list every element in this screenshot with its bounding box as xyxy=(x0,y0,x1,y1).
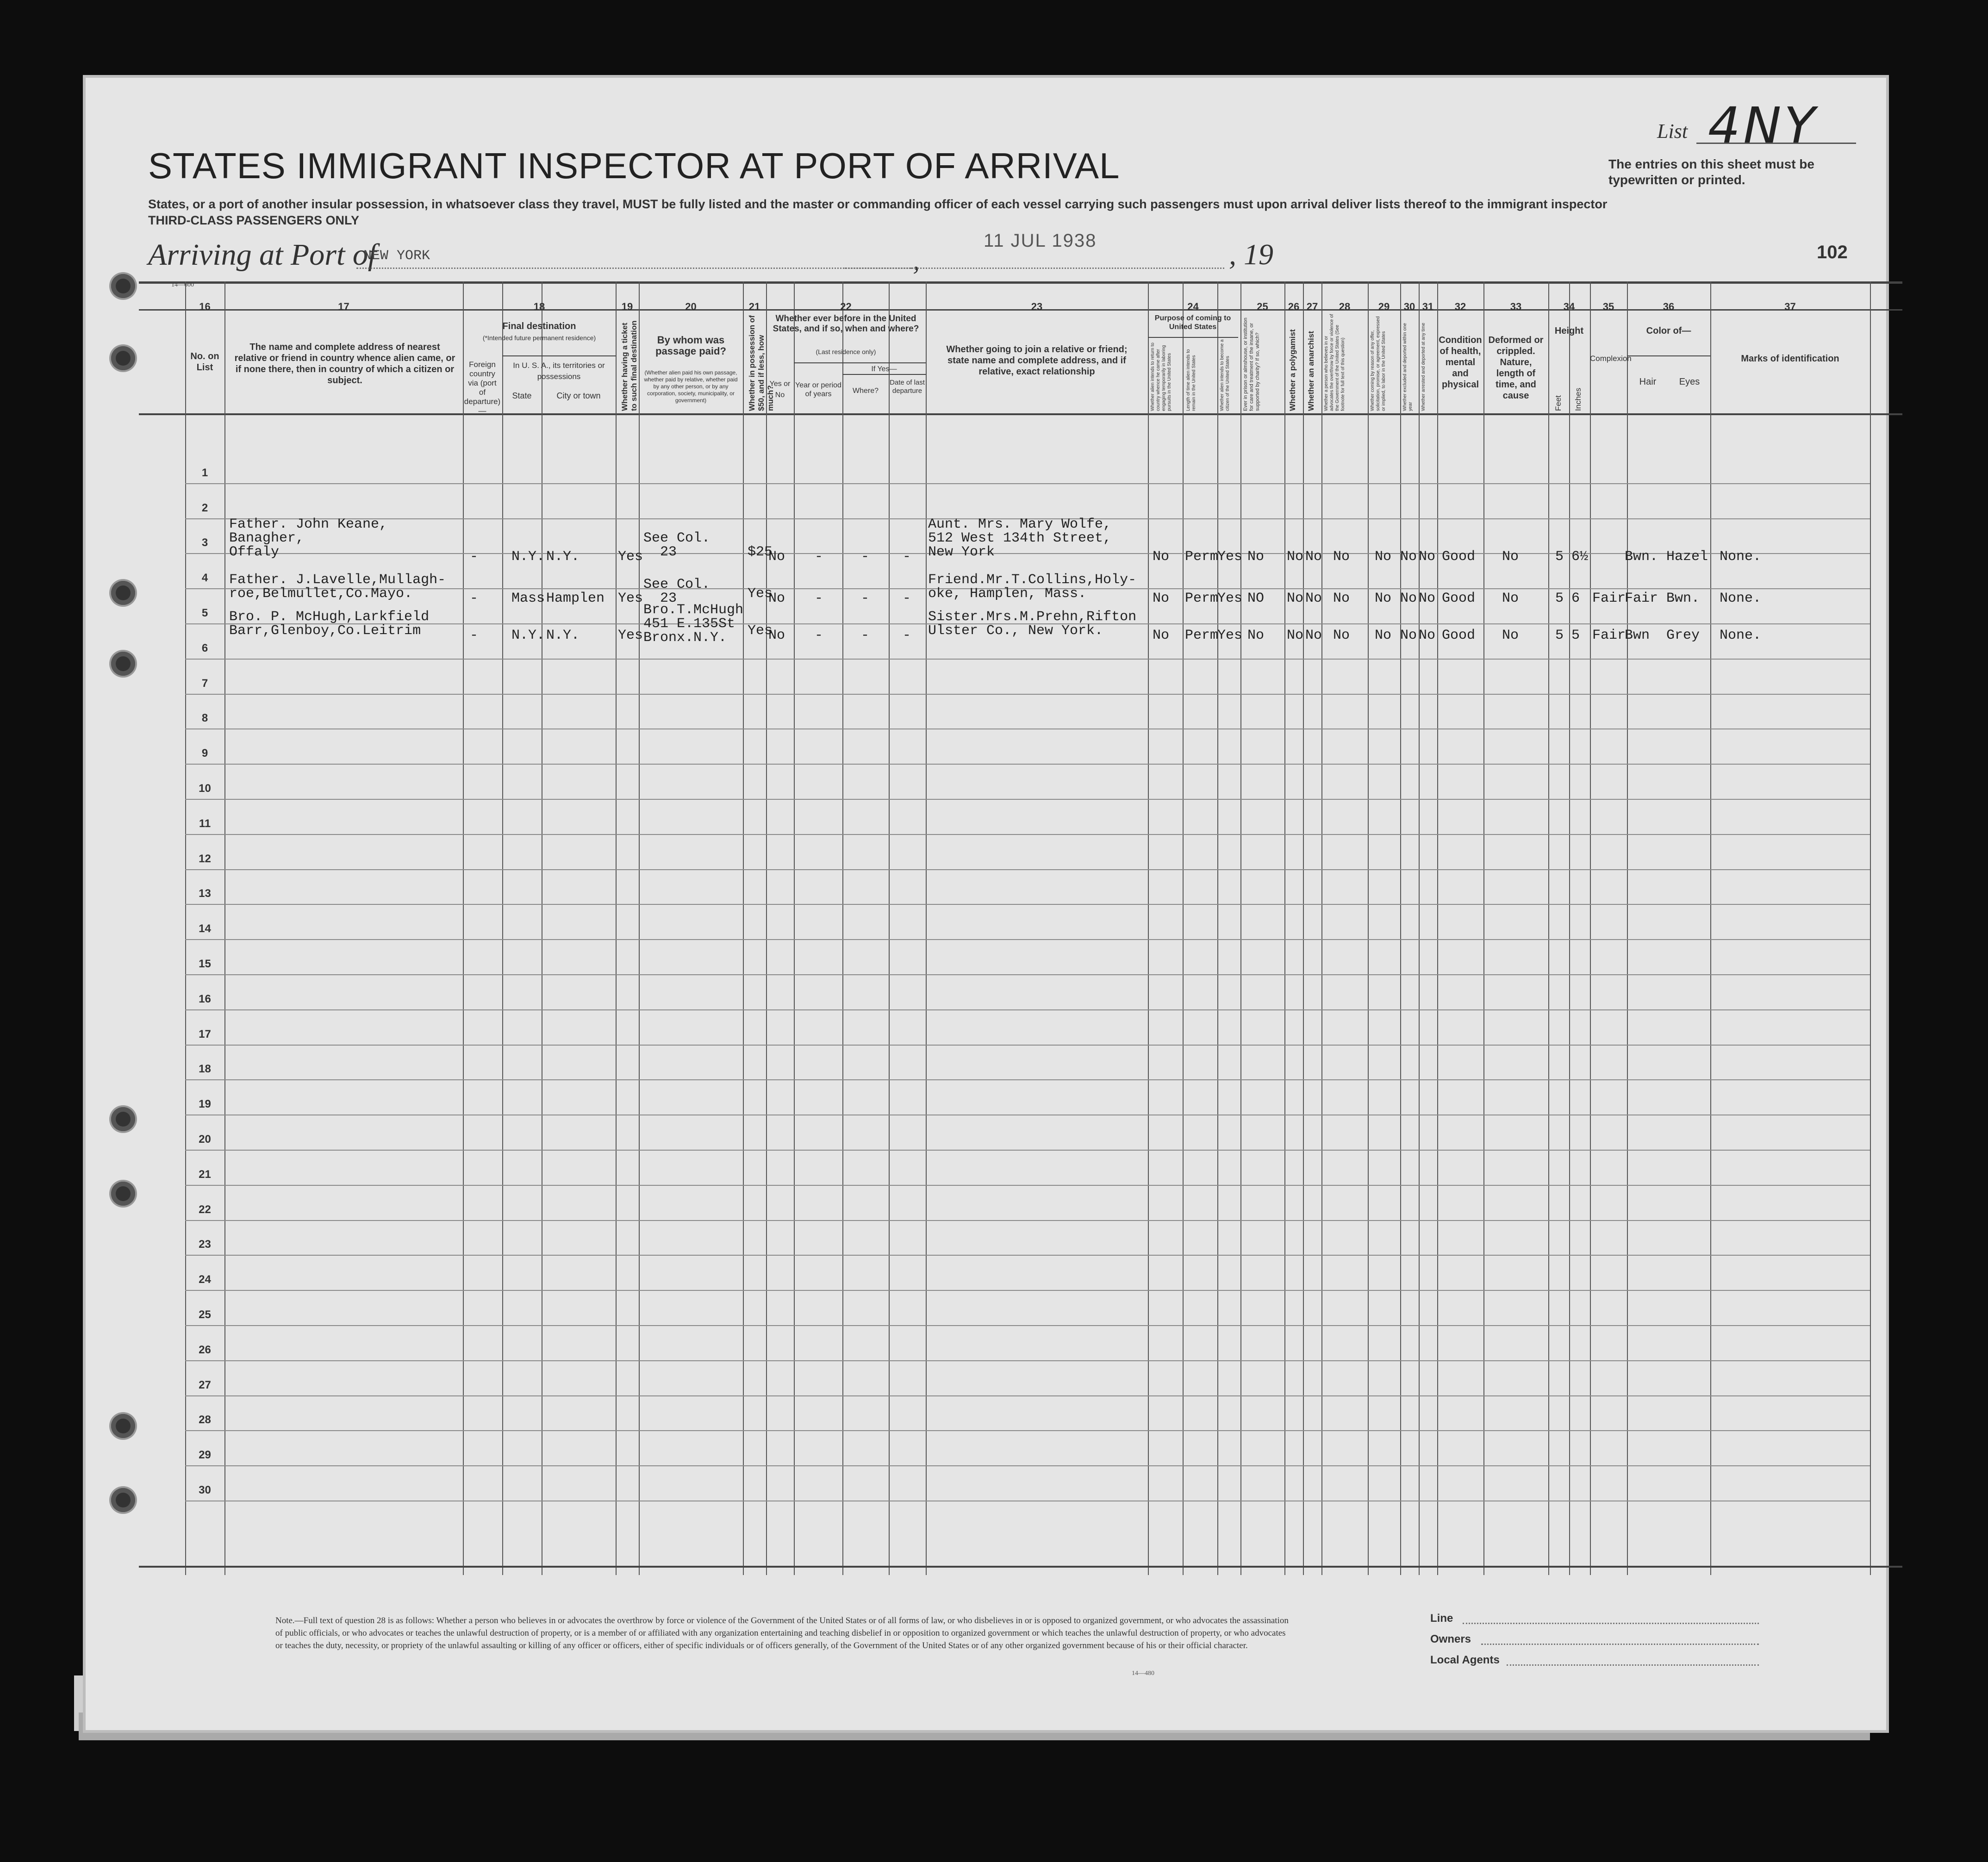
row-number: 18 xyxy=(199,1063,211,1076)
cell-city: N.Y. xyxy=(546,628,580,643)
colnum-26: 26 xyxy=(1288,301,1300,312)
colnum-21: 21 xyxy=(748,301,760,312)
cell-hair: Bwn xyxy=(1625,628,1650,643)
header-color-of: Color of— xyxy=(1646,326,1691,336)
binder-hole xyxy=(111,274,135,298)
row-number: 24 xyxy=(199,1273,211,1286)
arriving-label: Arriving at Port of xyxy=(148,238,377,272)
cell-marks: None. xyxy=(1720,549,1762,565)
header-deformed: Deformed or crippled. Nature, length of time, and cause xyxy=(1488,335,1544,401)
row-rule xyxy=(185,834,1870,835)
date-stamp: 11 JUL 1938 xyxy=(984,230,1097,251)
row-number: 20 xyxy=(199,1133,211,1146)
cell-marks: None. xyxy=(1720,591,1762,606)
cell-years: - xyxy=(815,591,823,606)
row-rule xyxy=(185,1150,1870,1151)
binder-hole xyxy=(111,652,135,676)
cell-health: Good xyxy=(1442,549,1476,565)
row-rule xyxy=(185,764,1870,765)
cell-ticket: Yes xyxy=(618,591,643,606)
row-rule xyxy=(185,694,1870,695)
header-height: Height xyxy=(1554,326,1584,336)
colnum-16: 16 xyxy=(199,301,211,312)
row-rule xyxy=(185,1360,1870,1361)
header-q29: Whether coming by reason of any offer, solicitation, promise, or agreement, expressed or implied, to labor in the United States xyxy=(1370,316,1386,411)
cell-c24a: No xyxy=(1153,591,1170,606)
list-label: List xyxy=(1657,120,1688,143)
cell-feet: 5 xyxy=(1555,591,1564,606)
cell-marks: None. xyxy=(1720,628,1762,643)
table-top-rule xyxy=(139,281,1902,284)
col-divider xyxy=(1483,281,1484,1575)
cell-join: Friend.Mr.T.Collins,Holy- oke, Hamplen, Mass. xyxy=(928,572,1137,602)
cell-c28: No xyxy=(1333,628,1350,643)
comma: , xyxy=(913,245,920,275)
colnum-17: 17 xyxy=(338,301,349,312)
cell-ticket: Yes xyxy=(618,549,643,565)
colnum-37: 37 xyxy=(1784,301,1796,312)
row-rule xyxy=(185,1079,1870,1080)
cell-c26: No xyxy=(1287,591,1304,606)
header-eyes: Eyes xyxy=(1679,377,1700,387)
col-divider xyxy=(1870,281,1871,1575)
colnum-32: 32 xyxy=(1454,301,1466,312)
header-complexion: Complexion xyxy=(1590,354,1632,363)
colnum-30: 30 xyxy=(1403,301,1415,312)
row-rule xyxy=(185,659,1870,660)
cell-c29: No xyxy=(1375,549,1392,565)
cell-c27: No xyxy=(1305,628,1322,643)
col-divider xyxy=(1303,281,1304,1575)
col-divider xyxy=(1148,281,1149,1575)
header-q28: Whether a person who believes in or advocates the overthrow by force or violence of the Government of the United States (See footnote for full text of this question) xyxy=(1324,314,1346,411)
col-divider xyxy=(794,281,795,1575)
typewritten-note: The entries on this sheet must be typewritten or printed. xyxy=(1608,157,1814,187)
col-divider xyxy=(842,281,843,1575)
cell-ticket: Yes xyxy=(618,628,643,643)
page-number: 102 xyxy=(1817,242,1848,262)
header-city: City or town xyxy=(556,391,601,400)
line-field xyxy=(1463,1623,1759,1624)
form-code: 14—600 xyxy=(171,281,194,288)
cell-state: N.Y. xyxy=(511,628,545,643)
row-number: 30 xyxy=(199,1484,211,1496)
col-divider xyxy=(502,281,503,1575)
port-value: NEW YORK xyxy=(363,248,430,264)
col-divider xyxy=(1400,281,1401,1575)
colnum-33: 33 xyxy=(1510,301,1522,312)
col-divider xyxy=(889,281,890,1575)
row-number: 5 xyxy=(201,607,208,619)
cell-years: - xyxy=(815,628,823,643)
cell-deformed: No xyxy=(1502,591,1519,606)
header-health: Condition of health, mental and physical xyxy=(1439,335,1482,390)
row-rule xyxy=(185,1290,1870,1291)
cell-fifty: Yes xyxy=(748,586,773,602)
header-no-on-list: No. on List xyxy=(190,351,219,373)
instruction-text: States, or a port of another insular possession, in whatsoever class they travel, MUST be fully listed and the master or commanding officer of each vessel carrying such passengers must upon arrival deliver lists thereof to the immigrant inspector xyxy=(148,197,1608,211)
colnum-31: 31 xyxy=(1422,301,1434,312)
col-divider xyxy=(1590,281,1591,1575)
cell-c24b: Perm xyxy=(1185,591,1219,606)
date-underline xyxy=(845,268,1224,269)
cell-c27: No xyxy=(1305,549,1322,565)
subhead-rule xyxy=(794,362,926,363)
col-divider xyxy=(1284,281,1285,1575)
cell-fifty: Yes xyxy=(748,623,773,639)
row-number: 10 xyxy=(199,782,211,795)
owners-field xyxy=(1481,1644,1759,1645)
colnum-28: 28 xyxy=(1339,301,1351,312)
header-nearest-relative: The name and complete address of nearest relative or friend in country whence alien came, or if none there, then in country of which a citizen or subject. xyxy=(234,342,455,386)
subhead-rule xyxy=(1148,337,1238,338)
cell-paid: See Col. 23 xyxy=(643,530,710,560)
cell-join: Aunt. Mrs. Mary Wolfe, 512 West 134th Street, New York xyxy=(928,517,1112,560)
col-divider xyxy=(766,281,767,1575)
header-join-relative: Whether going to join a relative or friend; state name and complete address, and if relative, exact relationship xyxy=(946,344,1128,377)
subhead-rule xyxy=(1627,355,1710,356)
binder-hole xyxy=(111,1488,135,1512)
cell-inches: 6½ xyxy=(1571,549,1589,565)
colnum-27: 27 xyxy=(1306,301,1318,312)
header-purpose-a: Whether alien intends to return to country whence he came after engaging temporarily in laboring pursuits in the United States xyxy=(1150,343,1172,411)
colnum-18: 18 xyxy=(533,301,545,312)
row-number: 13 xyxy=(199,887,211,900)
header-state: State xyxy=(512,391,532,400)
colnum-36: 36 xyxy=(1663,301,1675,312)
cell-relative: Bro. P. McHugh,Larkfield Barr,Glenboy,Co.Leitrim xyxy=(229,609,430,639)
cell-before: No xyxy=(768,591,785,606)
manifest-sheet xyxy=(86,78,1886,1730)
cell-complexion: Fair xyxy=(1592,591,1626,606)
col-divider xyxy=(1627,281,1628,1575)
header-before-in-us-sub: (Last residence only) xyxy=(816,348,876,355)
binder-hole xyxy=(111,1182,135,1206)
page-title: STATES IMMIGRANT INSPECTOR AT PORT OF ARRIVAL xyxy=(148,145,1120,186)
header-year-period: Year or period of years xyxy=(795,381,841,398)
cell-c30: No xyxy=(1400,628,1417,643)
cell-fifty: $25 xyxy=(748,544,773,560)
col-divider xyxy=(926,281,927,1575)
row-number: 4 xyxy=(201,572,208,585)
row-rule xyxy=(185,1465,1870,1466)
col-divider xyxy=(1321,281,1322,1575)
cell-where: - xyxy=(861,628,870,643)
colnum-35: 35 xyxy=(1602,301,1614,312)
header-polygamist: Whether a polygamist xyxy=(1288,329,1297,411)
cell-before: No xyxy=(768,549,785,565)
row-number: 25 xyxy=(199,1308,211,1321)
cell-c28: No xyxy=(1333,549,1350,565)
colnum-24: 24 xyxy=(1187,301,1199,312)
row-number: 16 xyxy=(199,992,211,1005)
col-divider xyxy=(639,281,640,1575)
cell-c27: No xyxy=(1305,591,1322,606)
binder-hole xyxy=(111,1107,135,1131)
cell-where: - xyxy=(861,591,870,606)
cell-c25: No xyxy=(1247,549,1265,565)
row-number: 12 xyxy=(199,852,211,865)
cell-complexion: Fair xyxy=(1592,628,1626,643)
header-bottom-rule xyxy=(139,413,1902,415)
cell-c30: No xyxy=(1400,591,1417,606)
col-divider xyxy=(616,281,617,1575)
colnum-29: 29 xyxy=(1378,301,1390,312)
list-handwritten-value: 4NY xyxy=(1708,96,1818,156)
header-prison: Ever in prison or almshouse, or institution for care and treatment of the insane, or supported by charity? If so, which? xyxy=(1243,318,1260,411)
col-divider xyxy=(1217,281,1218,1575)
cell-date: - xyxy=(903,549,911,565)
cell-deformed: No xyxy=(1502,549,1519,565)
colnum-34: 34 xyxy=(1563,301,1575,312)
row-rule xyxy=(185,1009,1870,1010)
cell-hair: Fair xyxy=(1625,591,1658,606)
cell-c24c: Yes xyxy=(1217,628,1243,643)
manifest-table xyxy=(139,281,1902,1575)
row-rule xyxy=(185,974,1870,975)
row-rule xyxy=(185,904,1870,905)
cell-eyes: Bwn. xyxy=(1666,591,1700,606)
header-yes-no: Yes or No xyxy=(769,380,791,399)
col-divider xyxy=(1183,281,1184,1575)
row-rule xyxy=(185,1430,1870,1431)
binder-hole xyxy=(111,346,135,370)
header-feet: Feet xyxy=(1554,395,1563,411)
cell-join: Sister.Mrs.M.Prehn,Rifton Ulster Co., New York. xyxy=(928,609,1137,639)
list-underline xyxy=(1696,143,1856,144)
cell-c24c: Yes xyxy=(1217,591,1243,606)
row-number: 14 xyxy=(199,922,211,935)
row-rule xyxy=(185,799,1870,800)
colnum-23: 23 xyxy=(1031,301,1043,312)
header-purpose: Purpose of coming to United States xyxy=(1154,314,1231,331)
row-rule xyxy=(185,869,1870,870)
line-label: Line xyxy=(1430,1612,1453,1625)
col-divider xyxy=(1710,281,1711,1575)
header-fifty-dollars: Whether in possession of $50, and if less, how much? xyxy=(748,315,775,411)
cell-where: - xyxy=(861,549,870,565)
cell-state: N.Y. xyxy=(511,549,545,565)
cell-city: Hamplen xyxy=(546,591,605,606)
header-q31: Whether arrested and deported at any time xyxy=(1421,323,1426,411)
cell-years: - xyxy=(815,549,823,565)
row-number: 15 xyxy=(199,958,211,970)
row-rule xyxy=(185,1255,1870,1256)
row-rule xyxy=(185,1395,1870,1396)
cell-deformed: No xyxy=(1502,628,1519,643)
cell-c24a: No xyxy=(1153,549,1170,565)
row-rule xyxy=(185,1220,1870,1221)
cell-paid: See Col. 23 xyxy=(643,577,710,606)
cell-c26: No xyxy=(1287,549,1304,565)
cell-c24b: Perm xyxy=(1185,549,1219,565)
header-in-usa: In U. S. A., its territories or possessions xyxy=(513,361,605,381)
row-number: 1 xyxy=(201,466,208,479)
row-number: 11 xyxy=(199,817,211,830)
cell-inches: 6 xyxy=(1571,591,1580,606)
row-rule xyxy=(185,1325,1870,1326)
header-purpose-c: Whether alien intends to become a citizen of the United States xyxy=(1220,339,1230,411)
row-rule xyxy=(185,483,1870,484)
row-rule xyxy=(185,1185,1870,1186)
binder-hole xyxy=(111,1414,135,1438)
cell-health: Good xyxy=(1442,591,1476,606)
cell-date: - xyxy=(903,591,911,606)
cell-health: Good xyxy=(1442,628,1476,643)
cell-c31: No xyxy=(1419,549,1436,565)
cell-c30: No xyxy=(1400,549,1417,565)
header-final-destination: Final destination xyxy=(502,321,576,331)
cell-eyes: Hazel xyxy=(1666,549,1708,565)
col-divider xyxy=(1368,281,1369,1575)
owners-label: Owners xyxy=(1430,1633,1471,1645)
cell-c29: No xyxy=(1375,628,1392,643)
binder-hole xyxy=(111,581,135,605)
col-divider xyxy=(1548,281,1549,1575)
cell-c28: No xyxy=(1333,591,1350,606)
row-number: 3 xyxy=(201,536,208,549)
cell-c29: No xyxy=(1375,591,1392,606)
row-number: 27 xyxy=(199,1378,211,1391)
header-marks: Marks of identification xyxy=(1741,354,1839,364)
header-final-destination-sub: (*Intended future permanent residence) xyxy=(482,334,596,342)
cell-feet: 5 xyxy=(1555,628,1564,643)
row-number: 6 xyxy=(201,641,208,654)
header-anarchist: Whether an anarchist xyxy=(1307,331,1315,411)
header-where: Where? xyxy=(852,387,879,395)
cell-eyes: Grey xyxy=(1666,628,1700,643)
col-divider xyxy=(463,281,464,1575)
cell-relative: Father. John Keane, Banagher, Offaly xyxy=(229,517,388,560)
col-divider xyxy=(1240,281,1241,1575)
header-hair: Hair xyxy=(1639,377,1657,387)
question-28-note: Note.—Full text of question 28 is as follows: Whether a person who believes in or advocates the overthrow by force or violence of the Government of the United States or of all forms of law, or who disbelieves in or is opposed to organized government, or who advocates the assassination of public officials, or who advocates or teaches the unlawful destruction of property, or is a member of or affiliated with any organization entertaining and teaching disbelief in or opposition to organized government or which teaches the unlawful destruction of property, or who advocates or teaches the duty, necessity, or propriety of the unlawful assaulting or killing of any officer or officers, either of specific individuals or of officers generally, of the Government of the United States or of any other organized government because of his or their official character. xyxy=(275,1616,1289,1650)
header-date-departure: Date of last departure xyxy=(890,379,925,395)
col-divider xyxy=(1437,281,1438,1575)
colnum-25: 25 xyxy=(1257,301,1268,312)
header-foreign-country: Foreign country via (port of departure)— xyxy=(464,360,501,415)
cell-c24a: No xyxy=(1153,628,1170,643)
cell-foreign: - xyxy=(470,591,479,606)
header-if-yes: If Yes— xyxy=(871,365,897,373)
cell-inches: 5 xyxy=(1571,628,1580,643)
header-passage-paid-sub: (Whether alien paid his own passage, whether paid by relative, whether paid by any other person, or by any corporation, society, municipality, or government) xyxy=(644,369,738,404)
colnum-19: 19 xyxy=(621,301,633,312)
row-number: 17 xyxy=(199,1028,211,1040)
row-number: 22 xyxy=(199,1203,211,1216)
cell-date: - xyxy=(903,628,911,643)
cell-state: Mass xyxy=(511,591,545,606)
row-number: 28 xyxy=(199,1414,211,1426)
row-number: 8 xyxy=(201,712,208,725)
row-rule xyxy=(185,939,1870,940)
cell-c24c: Yes xyxy=(1217,549,1243,565)
header-purpose-b: Length of time alien intends to remain in the United States xyxy=(1186,349,1197,411)
cell-before: No xyxy=(768,628,785,643)
row-number: 23 xyxy=(199,1238,211,1251)
footer-form-number: 14—480 xyxy=(1132,1670,1154,1677)
header-before-in-us: Whether ever before in the United States, and if so, when and where? xyxy=(773,314,919,334)
header-q30: Whether excluded and deported within one year xyxy=(1402,323,1413,411)
col-divider xyxy=(224,281,225,1575)
colnum-22: 22 xyxy=(840,301,852,312)
header-inches: Inches xyxy=(1574,387,1583,411)
row-number: 29 xyxy=(199,1449,211,1462)
cell-foreign: - xyxy=(470,628,479,643)
cell-c24b: Perm xyxy=(1185,628,1219,643)
local-agents-field xyxy=(1507,1664,1759,1666)
cell-hair: Bwn. xyxy=(1625,549,1658,565)
table-bottom-rule xyxy=(139,1566,1902,1568)
port-underline xyxy=(356,268,912,269)
header-ticket: Whether having a ticket to such final destination xyxy=(620,320,638,411)
row-rule xyxy=(185,1045,1870,1046)
col-divider xyxy=(1419,281,1420,1575)
row-number: 7 xyxy=(201,677,208,690)
cell-c25: NO xyxy=(1247,591,1265,606)
cell-paid: Bro.T.McHugh 451 E.135St Bronx.N.Y. xyxy=(643,602,744,646)
col-divider xyxy=(1569,281,1570,1575)
header-passage-paid: By whom was passage paid? xyxy=(655,334,726,357)
local-agents-label: Local Agents xyxy=(1430,1654,1500,1666)
cell-city: N.Y. xyxy=(546,549,580,565)
cell-c26: No xyxy=(1287,628,1304,643)
cell-c31: No xyxy=(1419,591,1436,606)
cell-foreign: - xyxy=(470,549,479,565)
colnum-20: 20 xyxy=(685,301,697,312)
row-number: 21 xyxy=(199,1168,211,1181)
cell-feet: 5 xyxy=(1555,549,1564,565)
subhead-rule xyxy=(502,355,616,356)
cell-relative: Father. J.Lavelle,Mullagh- roe,Belmullet,Co.Mayo. xyxy=(229,572,446,602)
row-number: 26 xyxy=(199,1343,211,1356)
cell-c31: No xyxy=(1419,628,1436,643)
row-number: 9 xyxy=(201,747,208,760)
cell-c25: No xyxy=(1247,628,1265,643)
year-prefix: , 19 xyxy=(1229,238,1273,271)
passenger-class: THIRD-CLASS PASSENGERS ONLY xyxy=(148,213,360,227)
col-divider xyxy=(743,281,744,1575)
row-number: 2 xyxy=(201,501,208,514)
row-number: 19 xyxy=(199,1098,211,1111)
